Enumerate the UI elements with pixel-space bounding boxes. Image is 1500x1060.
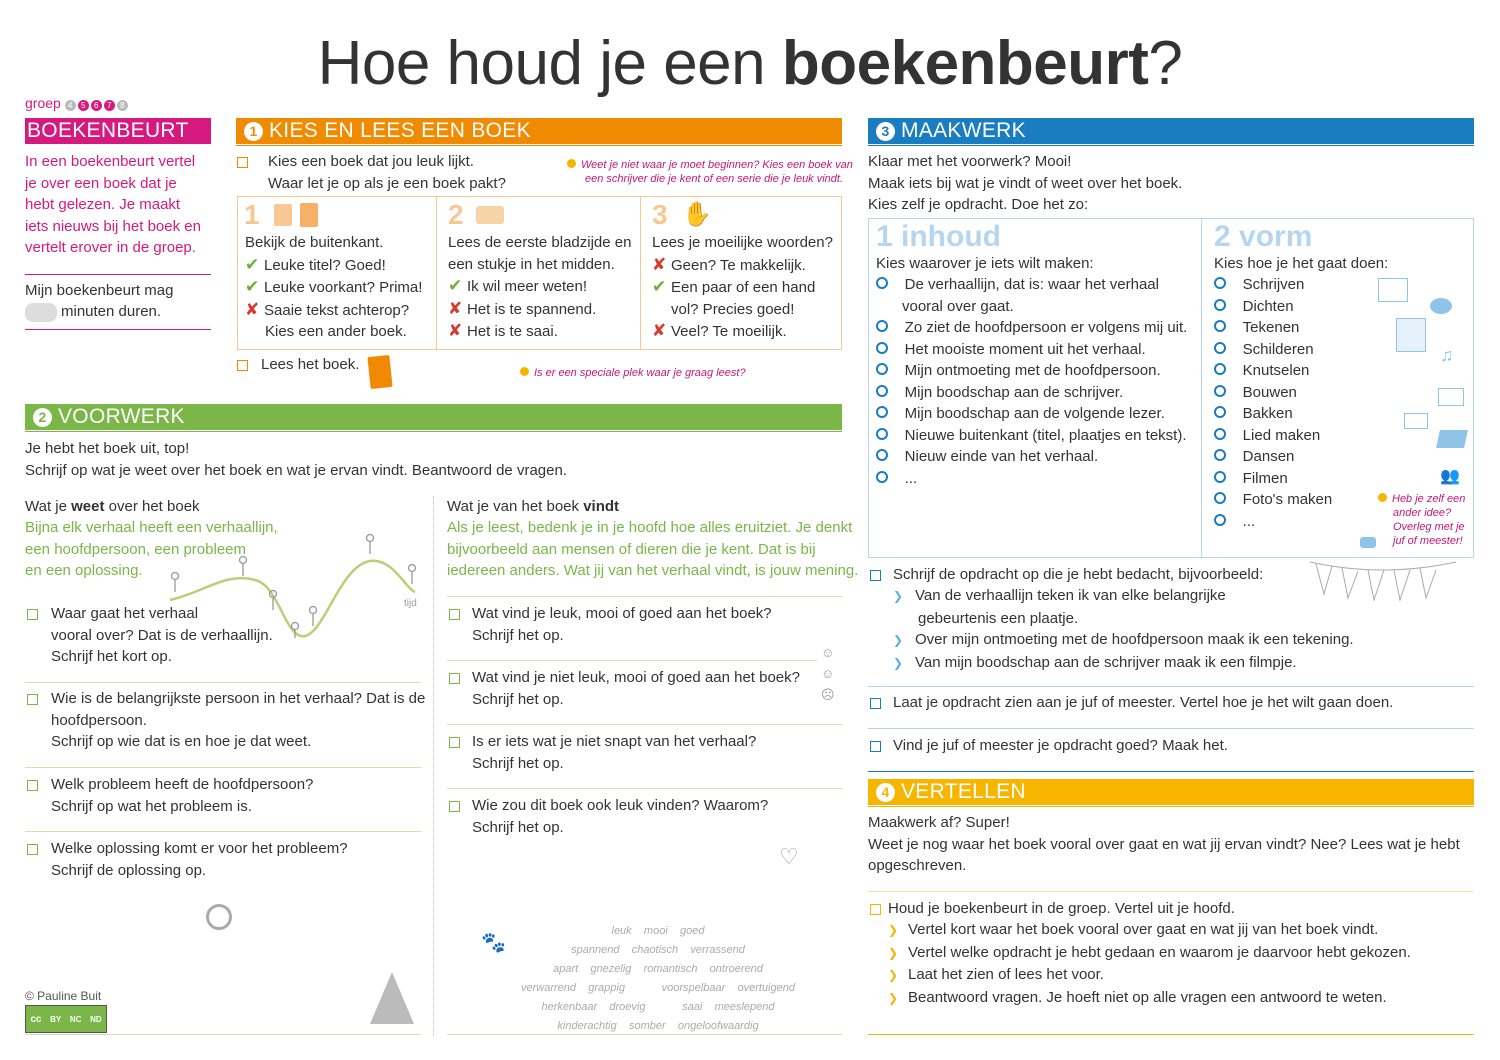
bulb-icon bbox=[567, 159, 576, 168]
inhoud-option[interactable]: Zo ziet de hoofdpersoon er volgens mij uit. bbox=[876, 317, 1187, 339]
vindt-question-3: Is er iets wat je niet snapt van het verhaal? Schrijf het op. bbox=[472, 733, 757, 772]
vorm-option[interactable]: Schilderen bbox=[1214, 339, 1332, 361]
heart-icon: ♡ bbox=[779, 844, 799, 869]
vorm-option[interactable]: Knutselen bbox=[1214, 360, 1332, 382]
camera-icon bbox=[1438, 388, 1464, 406]
vorm-option[interactable]: Bakken bbox=[1214, 403, 1332, 425]
sad-icon: ☹ bbox=[821, 687, 835, 702]
divider bbox=[447, 788, 842, 789]
divider bbox=[25, 831, 421, 832]
step-number: 1 bbox=[244, 199, 260, 230]
paw-icon: 🐾 bbox=[481, 932, 506, 954]
vorm-option[interactable]: Tekenen bbox=[1214, 317, 1332, 339]
vindt-question-2: Wat vind je niet leuk, mooi of goed aan het boek? Schrijf het op. bbox=[472, 669, 800, 708]
weet-checkbox-1[interactable] bbox=[27, 607, 38, 624]
book-icon bbox=[300, 203, 318, 227]
divider bbox=[25, 767, 421, 768]
page-title: Hoe houd je een boekenbeurt? bbox=[317, 29, 1183, 98]
magnifier-icon bbox=[206, 904, 232, 930]
voorwerk-intro: Je hebt het boek uit, top! Schrijf op wat je weet over het boek en wat je ervan vindt. Beantwoord de vragen. bbox=[25, 440, 567, 479]
vorm-title: 2 vorm bbox=[1214, 220, 1313, 253]
inhoud-title: 1 inhoud bbox=[876, 220, 1001, 253]
vindt-checkbox-1[interactable] bbox=[449, 607, 460, 624]
chevron-right-icon: ❯ bbox=[893, 655, 904, 670]
divider bbox=[868, 1034, 1474, 1035]
step-number: 2 bbox=[448, 199, 464, 230]
inhoud-intro: Kies waarover je iets wilt maken: bbox=[876, 255, 1094, 272]
vertellen-intro: Maakwerk af? Super! Weet je nog waar het boek vooral over gaat en wat jij ervan vindt? Nee? Lees wat je hebt opgeschreven. bbox=[868, 814, 1460, 874]
weet-question-2: Wie is de belangrijkste persoon in het verhaal? Dat is de hoofdpersoon. Schrijf op wie dat is en hoe je dat weet. bbox=[51, 690, 426, 750]
maakwerk-header: 3 MAAKWERK bbox=[868, 118, 1474, 144]
word-cloud: leuk mooi goed spannend chaotisch verrassend apart gnezelig romantisch ontroerend verwarrend grappig voorspelbaar overtuigend herkenbaar droevig saai meeslepend kinderachtig somber ongeloofwaardig bbox=[521, 925, 795, 1032]
vorm-option[interactable]: Bouwen bbox=[1214, 382, 1332, 404]
chevron-right-icon: ❯ bbox=[888, 968, 899, 982]
vorm-list bbox=[1214, 274, 1332, 532]
kies-item2: Lees het boek. bbox=[261, 356, 360, 373]
inhoud-option[interactable]: Mijn boodschap aan de schrijver. bbox=[876, 382, 1187, 404]
duration-line2: minuten duren. bbox=[61, 303, 162, 320]
divider bbox=[25, 1034, 421, 1035]
vorm-option[interactable]: Filmen bbox=[1214, 468, 1332, 490]
chevron-right-icon: ❯ bbox=[893, 589, 904, 603]
paper-icon bbox=[1378, 278, 1408, 302]
chevron-right-icon: ❯ bbox=[888, 923, 899, 937]
divider bbox=[447, 596, 842, 597]
duration-input[interactable] bbox=[25, 303, 57, 322]
maakwerk-checkbox-3[interactable] bbox=[870, 739, 881, 756]
vorm-option[interactable]: Lied maken bbox=[1214, 425, 1332, 447]
neutral-icon: ☺ bbox=[821, 666, 835, 681]
choice-divider bbox=[1201, 218, 1202, 558]
weet-question-3: Welk probleem heeft de hoofdpersoon? Schrijf op wat het probleem is. bbox=[51, 776, 314, 815]
groep-number: 4 bbox=[65, 100, 76, 111]
weet-question-1: Waar gaat het verhaal vooral over? Dat is de verhaallijn. Schrijf het kort op. bbox=[51, 605, 273, 665]
divider bbox=[868, 145, 1474, 146]
cross-icon: ✘ bbox=[652, 254, 667, 274]
show-task: Laat je opdracht zien aan je juf of meester. Vertel hoe je het wilt gaan doen. bbox=[893, 694, 1394, 711]
book-icon bbox=[274, 204, 292, 226]
step-divider bbox=[640, 196, 641, 350]
vindt-checkbox-2[interactable] bbox=[449, 671, 460, 688]
inhoud-option[interactable]: Nieuw einde van het verhaal. bbox=[876, 446, 1187, 468]
happy-icon: ☺ bbox=[821, 645, 835, 660]
step2-text: Lees de eerste bladzijde en een stukje in het midden. ✔ Ik wil meer weten! ✘ Het is te spannend. ✘ Het is te saai. bbox=[448, 234, 632, 340]
hand-icon: ✋ bbox=[682, 201, 712, 228]
kies-checkbox-2[interactable] bbox=[237, 358, 248, 375]
write-head: Schrijf de opdracht op die je hebt bedacht, bijvoorbeeld: bbox=[893, 566, 1264, 583]
boekenbeurt-intro: In een boekenbeurt vertel je over een boek dat je hebt gelezen. Je maakt iets nieuws bij het boek en vertelt erover in de groep. bbox=[25, 153, 201, 256]
chevron-right-icon: ❯ bbox=[888, 990, 899, 1005]
weet-question-4: Welke oplossing komt er voor het probleem? Schrijf de oplossing op. bbox=[51, 840, 348, 879]
check-icon: ✔ bbox=[245, 254, 260, 274]
maakwerk-intro: Klaar met het voorwerk? Mooi! Maak iets bij wat je vindt of weet over het boek. Kies zelf je opdracht. Doe het zo: bbox=[868, 153, 1183, 213]
inhoud-option[interactable]: Mijn ontmoeting met de hoofdpersoon. bbox=[876, 360, 1187, 382]
maakwerk-checkbox-2[interactable] bbox=[870, 696, 881, 713]
weet-checkbox-3[interactable] bbox=[27, 778, 38, 795]
cross-icon: ✘ bbox=[245, 299, 260, 319]
vorm-tip: Heb je zelf een ander idee? Overleg met je juf of meester! bbox=[1378, 492, 1465, 548]
license-badge: cc BY NC ND bbox=[25, 1005, 107, 1033]
vorm-option[interactable]: Dichten bbox=[1214, 296, 1332, 318]
kies-header: 1 KIES EN LEES EEN BOEK bbox=[236, 118, 842, 144]
vorm-intro: Kies hoe je het gaat doen: bbox=[1214, 255, 1389, 272]
chevron-right-icon: ❯ bbox=[888, 945, 899, 960]
tijd-label: tijd bbox=[404, 598, 417, 609]
divider bbox=[25, 682, 421, 683]
approve-task: Vind je juf of meester je opdracht goed? Maak het. bbox=[893, 737, 1228, 754]
screen-icon bbox=[1404, 413, 1428, 429]
divider bbox=[868, 771, 1474, 772]
check-icon: ✔ bbox=[245, 277, 260, 296]
inhoud-option[interactable]: Mijn boodschap aan de volgende lezer. bbox=[876, 403, 1187, 425]
divider bbox=[447, 660, 817, 661]
vertellen-checkbox[interactable] bbox=[870, 902, 881, 919]
inhoud-option[interactable]: De verhaallijn, dat is: waar het verhaal bbox=[876, 274, 1187, 296]
divider bbox=[236, 145, 842, 146]
vorm-option[interactable]: Foto's maken bbox=[1214, 489, 1332, 511]
palette-icon bbox=[1430, 298, 1452, 314]
credit: © Pauline Buit bbox=[25, 989, 102, 1003]
voorwerk-column-divider bbox=[433, 496, 434, 1036]
divider bbox=[868, 891, 1474, 892]
step-number: 3 bbox=[652, 199, 668, 230]
weet-heading: Wat je weet over het boek bbox=[25, 498, 200, 515]
maakwerk-checkbox-1[interactable] bbox=[870, 568, 881, 585]
duration-line1: Mijn boekenbeurt mag bbox=[25, 282, 174, 299]
divider bbox=[25, 274, 211, 275]
divider bbox=[868, 686, 1474, 687]
vorm-option[interactable]: Dansen bbox=[1214, 446, 1332, 468]
book-icon bbox=[367, 355, 392, 389]
open-book-icon bbox=[476, 206, 504, 224]
kies-tip2: Is er een speciale plek waar je graag leest? bbox=[520, 366, 746, 380]
vindt-question-1: Wat vind je leuk, mooi of goed aan het boek? Schrijf het op. bbox=[472, 605, 772, 644]
vindt-explanation: Als je leest, bedenk je in je hoofd hoe alles eruitziet. Je denkt bijvoorbeeld aan mensen of dieren die je kent. Dat is bij iedereen anders. Wat jij van het verhaal vindt, is jouw mening. bbox=[447, 519, 859, 579]
bulb-icon bbox=[1378, 493, 1387, 502]
vindt-heading: Wat je van het boek vindt bbox=[447, 498, 620, 515]
smiley-icons bbox=[821, 642, 835, 705]
vindt-question-4: Wie zou dit boek ook leuk vinden? Waarom? Schrijf het op. bbox=[472, 797, 769, 836]
divider bbox=[868, 728, 1474, 729]
cross-icon: ✘ bbox=[448, 298, 463, 318]
vindt-checkbox-3[interactable] bbox=[449, 735, 460, 752]
inhoud-option[interactable]: Nieuwe buitenkant (titel, plaatjes en tekst). bbox=[876, 425, 1187, 447]
map-icon bbox=[1436, 430, 1468, 448]
weet-checkbox-2[interactable] bbox=[27, 692, 38, 709]
check-icon: ✔ bbox=[652, 277, 667, 296]
groep-number: 8 bbox=[117, 100, 128, 111]
kies-tip1: Weet je niet waar je moet beginnen? Kies een boek van een schrijver die je kent of een serie die je leuk vindt. bbox=[567, 158, 853, 186]
vertellen-header: 4 VERTELLEN bbox=[868, 779, 1474, 805]
check-icon: ✔ bbox=[448, 276, 463, 295]
inhoud-option[interactable]: Het mooiste moment uit het verhaal. bbox=[876, 339, 1187, 361]
groep-number: 5 bbox=[78, 100, 89, 111]
divider bbox=[25, 329, 211, 330]
groep-number: 6 bbox=[91, 100, 102, 111]
divider bbox=[25, 431, 842, 432]
vertellen-task: Houd je boekenbeurt in de groep. Vertel uit je hoofd. bbox=[888, 900, 1235, 917]
vorm-option[interactable]: ... bbox=[1214, 511, 1332, 533]
maakwerk-examples: ❯ Van de verhaallijn teken ik van elke belangrijke gebeurtenis een plaatje. ❯ Over mijn ontmoeting met de hoofdpersoon maak ik een tekening. ❯ Van mijn boodschap aan de schrijver maak ik een filmpje. bbox=[893, 585, 1354, 674]
speech-bubble-icon bbox=[1360, 537, 1376, 548]
kies-checkbox-1[interactable] bbox=[237, 155, 248, 172]
vertellen-bullets: ❯ Vertel kort waar het boek vooral over gaat en wat jij van het boek vindt. ❯ Vertel welke opdracht je hebt gedaan en waarom je daarvoor hebt gekozen. ❯ Laat het zien of lees het voor. ❯ Beantwoord vragen. Je hoeft niet op alle vragen een antwoord te weten. bbox=[888, 919, 1411, 1009]
bulb-icon bbox=[520, 367, 529, 376]
voorwerk-header: 2 VOORWERK bbox=[25, 404, 842, 430]
inhoud-option[interactable]: ... bbox=[876, 468, 1187, 490]
divider bbox=[447, 724, 842, 725]
guitar-icon: ♫ bbox=[1440, 345, 1454, 365]
divider bbox=[447, 1034, 842, 1035]
people-icon: 👥 bbox=[1440, 468, 1460, 485]
inhoud-list: De verhaallijn, dat is: waar het verhaal vooral over gaat. Zo ziet de hoofdpersoon er volgens mij uit. Het mooiste moment uit het verhaal. Mijn ontmoeting met de hoofdpersoon. Mijn boodschap aan de schrijver. Mijn boodschap aan de volgende lezer. Nieuwe buitenkant (titel, plaatjes en tekst). Nieuw einde van het verhaal. ... bbox=[876, 274, 1187, 489]
wizard-hat-icon bbox=[370, 972, 414, 1024]
weet-explanation: Bijna elk verhaal heeft een verhaallijn, een hoofdpersoon, een probleem en een oplossing. bbox=[25, 519, 278, 579]
vorm-option[interactable]: Schrijven bbox=[1214, 274, 1332, 296]
chevron-right-icon: ❯ bbox=[893, 633, 904, 647]
groep-label: groep 4 5 6 7 8 bbox=[25, 95, 128, 111]
cross-icon: ✘ bbox=[652, 321, 667, 340]
divider bbox=[868, 806, 1474, 807]
weet-checkbox-4[interactable] bbox=[27, 842, 38, 859]
step3-text: Lees je moeilijke woorden? ✘ Geen? Te makkelijk. ✔ Een paar of een hand vol? Precies goed! ✘ Veel? Te moeilijk. bbox=[652, 234, 833, 340]
kies-item1: Kies een boek dat jou leuk lijkt. Waar let je op als je een boek pakt? bbox=[268, 153, 506, 192]
cross-icon: ✘ bbox=[448, 321, 463, 340]
boekenbeurt-header: BOEKENBEURT bbox=[25, 118, 211, 144]
step1-text: Bekijk de buitenkant. ✔ Leuke titel? Goed! ✔ Leuke voorkant? Prima! ✘ Saaie tekst achterop? Kies een ander boek. bbox=[245, 234, 423, 340]
groep-number: 7 bbox=[104, 100, 115, 111]
step-divider bbox=[436, 196, 437, 350]
newspaper-icon bbox=[1396, 318, 1426, 352]
vindt-checkbox-4[interactable] bbox=[449, 799, 460, 816]
